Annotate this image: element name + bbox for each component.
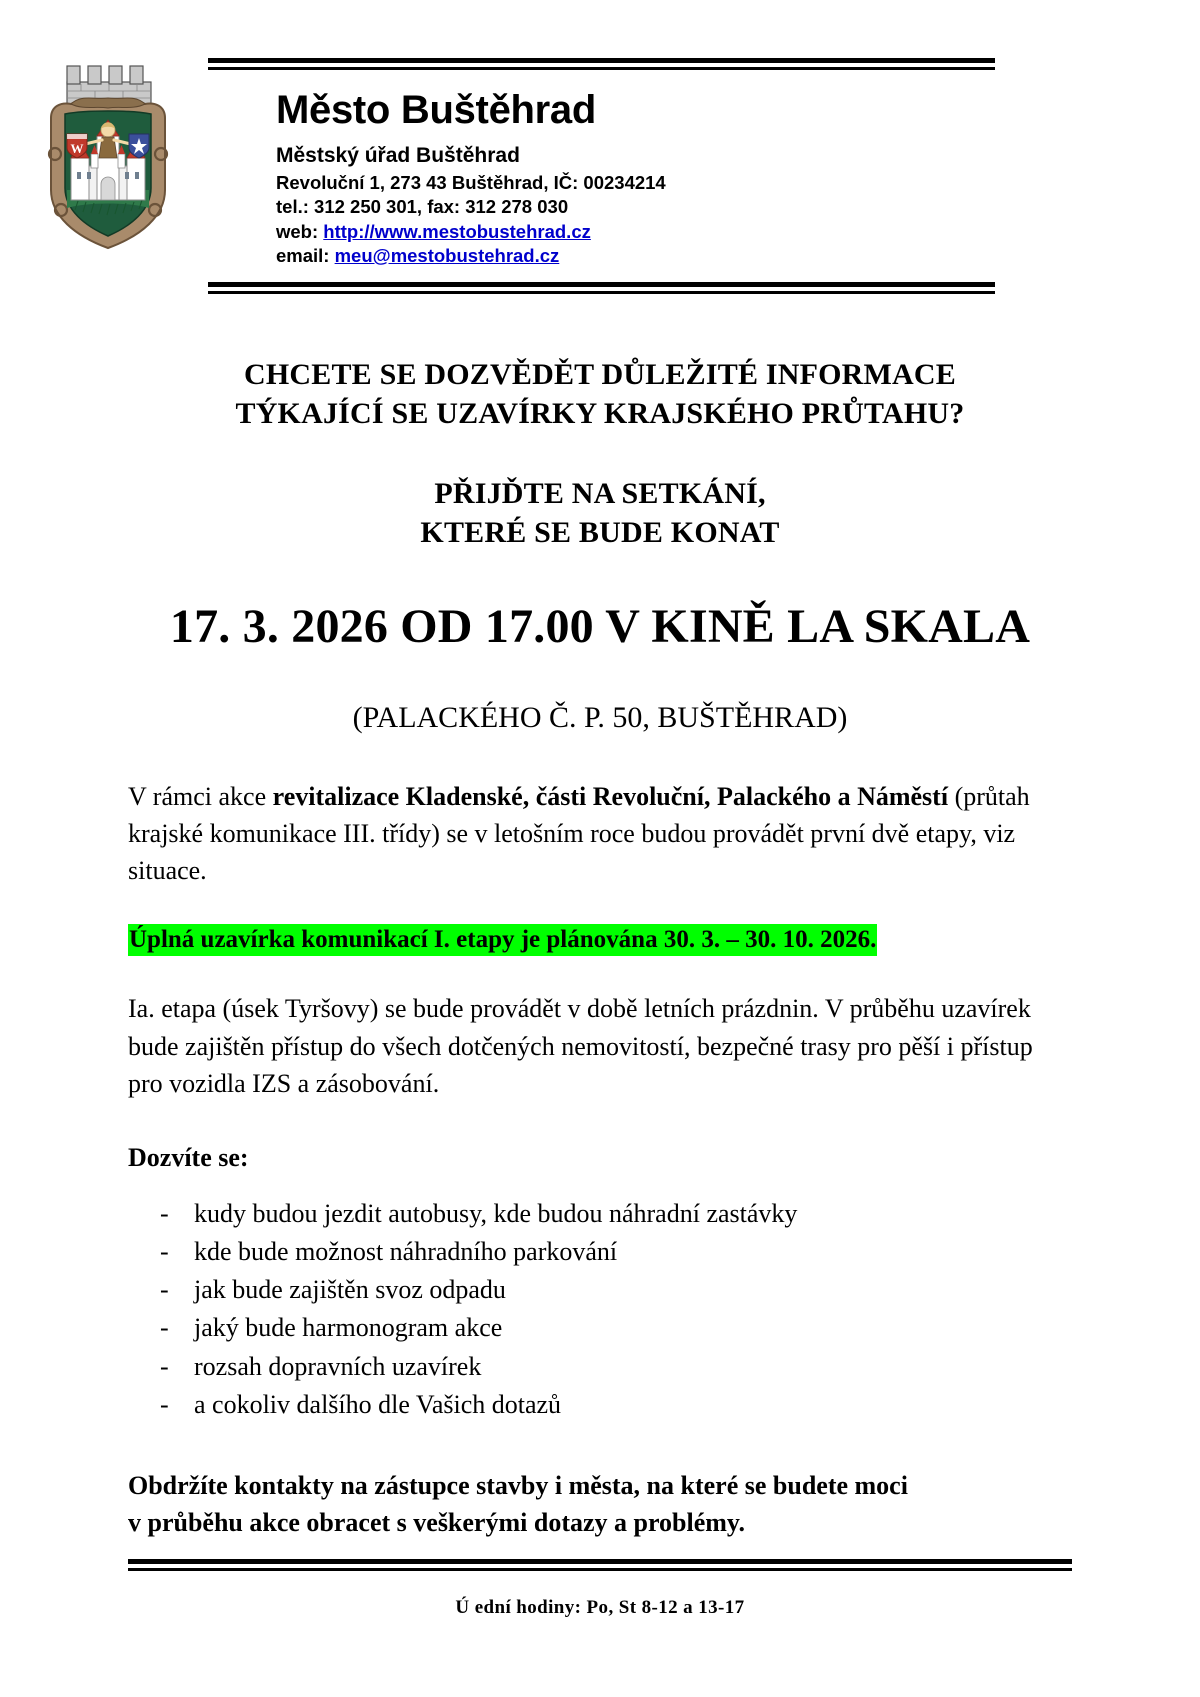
intro-text-bold: revitalizace Kladenské, části Revoluční, Palackého a Náměstí (272, 781, 949, 811)
footer-rule (128, 1559, 1072, 1571)
header-rule-top (208, 58, 995, 70)
intro-paragraph (128, 778, 1072, 890)
list-item-label: jaký bude harmonogram akce (194, 1313, 503, 1343)
office-name: Městský úřad Buštěhrad (276, 144, 520, 167)
list-item (160, 1271, 1072, 1309)
intro-text-post: (průtah krajské komunikace III. třídy) se v letošním roce budou provádět první dvě etapy, viz situace. (128, 781, 1030, 886)
list-item (160, 1386, 1072, 1424)
office-address: Revoluční 1, 273 43 Buštěhrad, IČ: 00234214 (276, 171, 666, 193)
list-item-label: jak bude zajištěn svoz odpadu (194, 1275, 506, 1305)
list-item (160, 1233, 1072, 1271)
closing-line-1: Obdržíte kontakty na zástupce stavby i města, na které se budete moci (128, 1470, 908, 1500)
closing-line-2: v průběhu akce obracet s veškerými dotazy a problémy. (128, 1507, 745, 1537)
letterhead (0, 0, 1200, 294)
bullet-marker-icon: - (160, 1351, 169, 1381)
organization-title: Město Buštěhrad (276, 88, 596, 132)
list-item-label: rozsah dopravních uzavírek (194, 1351, 482, 1381)
organization-details (276, 142, 995, 268)
letterhead-text-block (208, 58, 1200, 294)
email-label: email: (276, 244, 335, 266)
crest-container (0, 58, 208, 254)
document-content (0, 356, 1200, 1541)
bullet-marker-icon: - (160, 1236, 169, 1266)
office-phone: tel.: 312 250 301, fax: 312 278 030 (276, 196, 569, 218)
list-item (160, 1195, 1072, 1233)
list-item (160, 1309, 1072, 1347)
email-link[interactable]: meu@mestobustehrad.cz (334, 244, 560, 266)
bullet-marker-icon: - (160, 1313, 169, 1343)
bullet-marker-icon: - (160, 1198, 169, 1228)
event-date-time-place: 17. 3. 2026 OD 17.00 V KINĚ LA SKALA (169, 599, 1031, 653)
bullet-marker-icon: - (160, 1275, 169, 1305)
web-label: web: (276, 220, 324, 242)
office-email-line (276, 244, 995, 268)
headline-line-2: TÝKAJÍCÍ SE UZAVÍRKY KRAJSKÉHO PRŮTAHU? (235, 396, 965, 430)
website-link[interactable]: http://www.mestobustehrad.cz (323, 220, 591, 242)
list-item (160, 1348, 1072, 1386)
bullet-marker-icon: - (160, 1389, 169, 1419)
headline-question (128, 356, 1072, 433)
list-item-label: kde bude možnost náhradního parkování (194, 1236, 618, 1266)
intro-text-pre: V rámci akce (128, 781, 273, 811)
office-hours-text: Ú ední hodiny: Po, St 8-12 a 13-17 (455, 1597, 745, 1618)
headline-line-3: PŘIJĎTE NA SETKÁNÍ, (434, 477, 766, 511)
stage-detail-paragraph: Ia. etapa (úsek Tyršovy) se bude provádět v době letních prázdnin. V průběhu uzavírek bude zajištěn přístup do všech dotčených nemovitostí, bezpečné trasy pro pěší i přístup pro vozidla IZS a zásobování. (128, 994, 1033, 1099)
coat-of-arms-icon (37, 58, 179, 254)
header-rule-bottom (208, 282, 995, 294)
list-item-label: kudy budou jezdit autobusy, kde budou náhradní zastávky (194, 1198, 798, 1228)
event-venue-address: (PALACKÉHO Č. P. 50, BUŠTĚHRAD) (352, 700, 848, 734)
topics-list (128, 1195, 1072, 1424)
list-heading: Dozvíte se: (128, 1142, 249, 1172)
closure-highlight-row (128, 924, 1072, 957)
office-web-line (276, 220, 995, 244)
svg-text:W: W (70, 141, 84, 156)
closing-paragraph (128, 1468, 1072, 1542)
list-item-label: a cokoliv dalšího dle Vašich dotazů (194, 1389, 562, 1419)
headline-line-4: KTERÉ SE BUDE KONAT (420, 515, 780, 549)
closure-highlight-text: Úplná uzavírka komunikací I. etapy je plánována 30. 3. – 30. 10. 2026. (128, 924, 877, 956)
headline-invitation (128, 475, 1072, 552)
page-footer (128, 1559, 1072, 1619)
headline-line-1: CHCETE SE DOZVĚDĚT DŮLEŽITÉ INFORMACE (244, 358, 956, 392)
